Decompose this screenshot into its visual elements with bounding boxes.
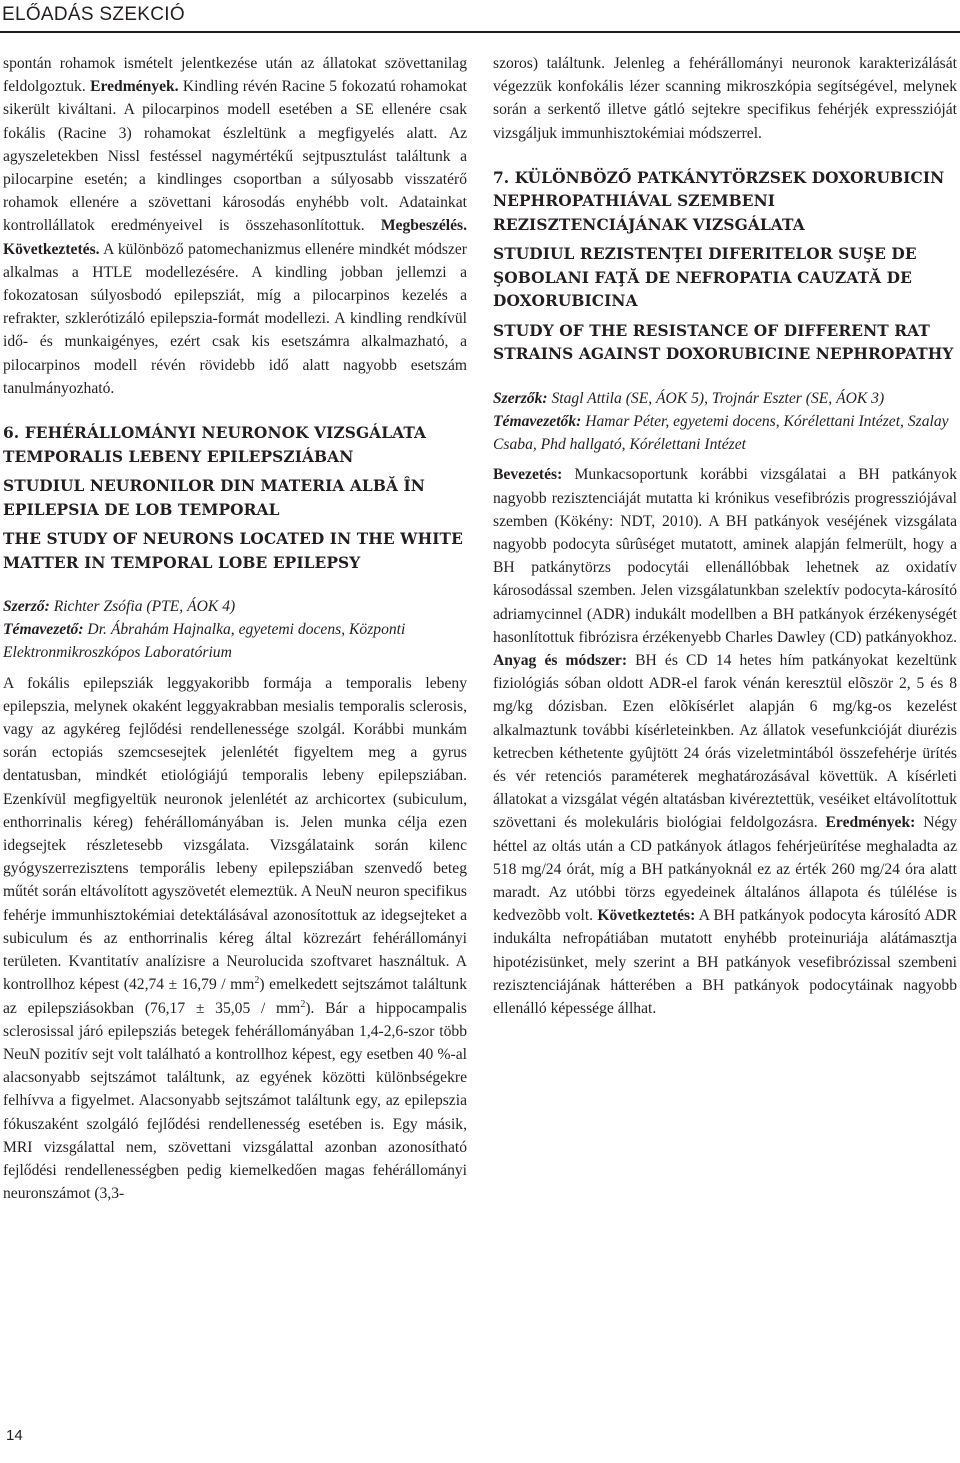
- section-6-body-continuation: szoros) találtunk. Jelenleg a fehérállományi neuronok karakterizálását végezzük konfokális lézer scanning mikroszkópia segítségével, melynek során a serkentő illetve gátló sejtekre specifikus fehérjék expresszióját vizsgáljuk immunhisztokémiai módszerrel.: [493, 55, 957, 142]
- previous-abstract-continuation: [3, 52, 467, 400]
- intro-label: Bevezetés:: [493, 466, 563, 484]
- left-column: [3, 52, 467, 1205]
- section-6-supervisor: Témavezető: Dr. Ábrahám Hajnalka, egyetemi docens, Központi Elektronmikroszkópos Laboratórium: [3, 621, 406, 662]
- body-text: spontán rohamok ismételt jelentkezése után az állatokat szövettanilag feldolgoztuk.: [3, 55, 467, 96]
- results-label: Eredmények:: [825, 814, 916, 832]
- section-6-title-hu: 6. FEHÉRÁLLOMÁNYI NEURONOK VIZSGÁLATA TEMPORALIS LEBENY EPILEPSZIÁBAN: [3, 424, 427, 466]
- section-header: [0, 0, 960, 36]
- section-7-supervisors: Témavezetők: Hamar Péter, egyetemi docens, Kórélettani Intézet, Szalay Csaba, Phd hallgató, Kórélettani Intézet: [493, 413, 949, 454]
- section-7-title-en: STUDY OF THE RESISTANCE OF DIFFERENT RAT STRAINS AGAINST DOXORUBICINE NEPHROPATHY: [493, 321, 954, 364]
- body-text: Kindling révén Racine 5 fokozatú rohamokat sikerült kiváltani. A pilocarpinos modell esetében a SE ellenére csak fokális (Racine 3) rohamokat észleltünk a megfigyelés alatt. Az agyszeletekben Nissl festéssel nagymértékű sejtpusztulást találtunk a pilocarpine esetén; a kindlinges csoportban a súlyosabb visszatérő rohamok ellenére a szövettani károsodás enyhébb volt. Adatainkat kontrollállatok eredményeivel is összehasonlítottuk.: [3, 78, 467, 235]
- results-label: Eredmények.: [90, 78, 179, 96]
- methods-label: Anyag és módszer:: [493, 652, 628, 670]
- section-7-title-ro: STUDIUL REZISTENŢEI DIFERITELOR SUŞE DE ŞOBOLANI FAŢĂ DE NEFROPATIA CAUZATĂ DE DOXORUBICINA: [493, 245, 917, 311]
- right-column: [493, 52, 957, 1020]
- section-6-author: Szerző: Richter Zsófia (PTE, ÁOK 4): [3, 598, 236, 616]
- section-7-meta: [493, 387, 957, 457]
- conclusions-label: Következtetés:: [597, 907, 696, 925]
- discussion-label: Megbeszélés. Következtetés.: [3, 217, 467, 258]
- section-6-title-ro: STUDIUL NEURONILOR DIN MATERIA ALBĂ ÎN EPILEPSIA DE LOB TEMPORAL: [3, 477, 425, 519]
- section-6-meta: [3, 595, 467, 665]
- section-7-body: Bevezetés: Munkacsoportunk korábbi vizsgálatai a BH patkányok nagyobb rezisztenciáját mutatta ki krónikus vesefibrózis progressziójával szemben (Kökény: NDT, 2010). A BH patkányok veséjének vizsgálata nagyobb podocyta sûrûséget mutatott, aminek alapján felmerült, hogy a BH patkánytörzs podocytái ellenállóbbak lehetnek az oxidatív károsodással szemben. Jelen vizsgálatunkban szelektív podocyta-károsító adriamycinnel (ADR) indukált modellben a BH patkányok érzékenységét hasonlítottuk fibrózisra érzékenyebb Charles Dawley (CD) patkányokhoz. Anyag és módszer: BH és CD 14 hetes hím patkányokat kezeltünk fiziológiás sóban oldott ADR-el farok vénán keresztül elõször 2, 5 és 8 mg/kg dózisban. Ezen elõkísérlet alapján 6 mg/kg-os kezelést alkalmaztunk további kísérleteinkben. Az állatok vesefunkcióját diurézis ketrecben kéthetente gyûjtött 24 órás vizeletmintából összefehérje ürítés és vér retenciós paraméterek meghatározásával követtük. A kísérleti állatokat a vizsgálat végén altatásban kivéreztettük, veséiket eltávolítottuk szövettani és molekuláris biológiai feldolgozásra. Eredmények: Négy héttel az oltás után a CD patkányok átlagos fehérjeürítése meghaladta az 518 mg/24 órát, míg a BH patkányoknál ez az érték 260 mg/24 óra alatt maradt. Az utóbbi törzs egyedeinek általános állapota és túlélése is kedvezõbb volt. Következtetés: A BH patkányok podocyta károsító ADR indukálta nefropátiában mutatott enyhébb proteinuriája alátámasztja hipotézisünket, mely szerint a BH patkányok vesefibrózissal szembeni rezisztenciájának hátterében a BH patkányok podocytáinak nagyobb ellenálló képessége állhat.: [493, 466, 958, 1018]
- section-6-title-en: THE STUDY OF NEURONS LOCATED IN THE WHITE MATTER IN TEMPORAL LOBE EPILEPSY: [3, 530, 463, 572]
- section-6-body: A fokális epilepsziák leggyakoribb formája a temporalis lebeny epilepszia, melynek okaként leggyakrabban mesialis temporalis sclerosis, vagy az agykéreg fejlődési rendellenessége szolgál. Korábbi munkám során ectopiás szemcsesejtek jelenlétét figyeltem meg a gyrus dentatusban, mindkét etiológiájú temporalis lebeny epilepsziában. Ezenkívül megfigyeltük neuronok jelenlétét az archicortex (subiculum, enthorrinalis kéreg) fehérállományában is. Jelen munka célja ezen idegsejtek részletesebb vizsgálata. Vizsgálataink során kilenc gyógyszerrezisztens temporális lebeny epilepsziában szenvedő beteg műtét során eltávolított agyszövetét elemeztük. A NeuN neuron specifikus fehérje immunhisztokémiai detektálásával azonosítottuk az idegsejteket a subiculum és az enthorrinalis kéreg által közrezárt fehérállományi területen. Kvantitatív analízisre a Neurolucida szoftvaret használtuk. A kontrollhoz képest $(42,74 \pm 16,79 / mm^2)$ emelkedett sejtszámot találtunk az epilepsziásokban $(76,17 \pm 35,05 / mm^2)$. Bár a hippocampalis sclerosissal járó epilepsziás betegek fehérállományában 1,4-2,6-szor több NeuN pozitív sejt volt található a kontrollhoz képest, egy esetben 40 %-al alacsonyabb sejtszámot találtunk, az egyének közötti különbségekre felhívva a figyelmet. Alacsonyabb sejtszámot találtunk egy, az epilepszia fókuszaként szolgáló fejlődési rendellenesség esetében is. Egy másik, MRI vizsgálattal nem, szövettani vizsgálattal azonban azonosítható fejlődési rendellenességben pedig kiemelkedően magas fehérállományi neuronszámot (3,3-: [3, 674, 467, 1203]
- page-number: 14: [6, 1427, 23, 1444]
- section-7-authors: Szerzők: Stagl Attila (SE, ÁOK 5), Trojnár Eszter (SE, ÁOK 3): [493, 389, 885, 407]
- section-label: ELŐADÁS SZEKCIÓ: [2, 4, 185, 25]
- body-text: A különböző patomechanizmus ellenére mindkét módszer alkalmas a HTLE modellezésére. A kindling jobban jellemzi a fokozatosan súlyosbodó epilepsziát, míg a pilocarpinos kezelés a refrakter, szklerótizáló epilepszia-formát modellezi. A kindling rendkívül idő- és munkaigényes, ezért csak kis esetszámra alkalmazható, a pilocarpinos modell révén rövidebb idő alatt nagyobb esetszám tanulmányozható.: [3, 240, 467, 397]
- header-rule: [0, 31, 960, 33]
- section-7-title-hu: 7. KÜLÖNBÖZŐ PATKÁNYTÖRZSEK DOXORUBICIN NEPHROPATHIÁVAL SZEMBENI REZISZTENCIÁJÁNAK VIZSGÁLATA: [493, 168, 945, 234]
